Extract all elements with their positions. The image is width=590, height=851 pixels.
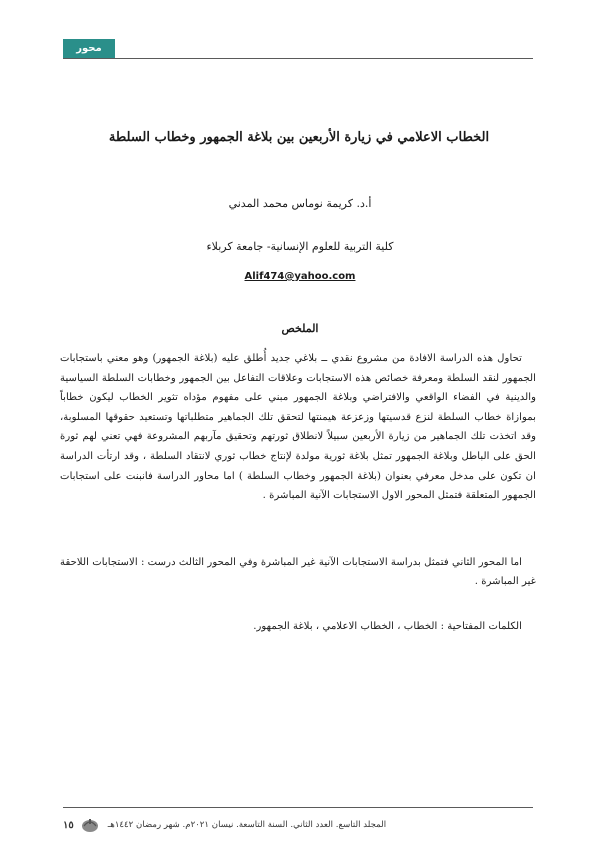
section-label: محور الإعلام [72,43,106,73]
abstract-body: تحاول هذه الدراسة الافادة من مشروع نقدي ــ بلاغي جديد أُطلق عليه (بلاغة الجمهور) وهو معني باستجابات الجمهور لنقد السلطة ومعرفة خصائص هذه الاستجابات وعلاقات التفاعل بين الجمهور وخطابات السلطة السياسية والدينية في الفضاء الواقعي والافتراضي وبلاغة الجمهور مبني على مفهوم مؤداه تثوير الخطاب ليكون خطاباً بموازاة خطاب السلطة لنزع قدسيتها وزعزعة هيمنتها لتحقق تلك الجماهير متطلباتها وتستعيد حقوقها المسلوبة، وقد اتخذت تلك الجماهير من زيارة الأربعين سبيلاً لانطلاق ثورتهم وتحقيق مآربهم المشروعة فهي تعني لهم ثورة الحق على الباطل وبلاغة الجمهور تمثل بلاغة ثورية مولدة لإنتاج خطاب ثوري لانتقاد السلطة ، وقد ارتأت الدراسة ان تكون على مدخل معرفي بعنوان (بلاغة الجمهور وخطاب السلطة ) اما محاور الدراسة فانبنت على استجابات الجمهور المتعلقة فتمثل المحور الاول الاستجابات الآنية المباشرة . [60,353,536,502]
page-footer [63,815,533,835]
journal-info: المجلد التاسع. العدد الثاني. السنة التاسعة. نيسان ٢٠٢١م. شهر رمضان ١٤٤٢هـ [107,820,387,830]
author-email[interactable]: Alif474@yahoo.com [244,271,356,282]
header-divider [63,58,533,59]
section-badge [63,39,115,73]
page-number: ١٥ [63,819,74,831]
abstract-axes-paragraph: اما المحور الثاني فتمثل بدراسة الاستجابات الآنية غير المباشرة وفي المحور الثالث درست : الاستجابات اللاحقة غير المباشرة . [60,557,536,587]
footer-divider [63,807,533,808]
author-affiliation: كلية التربية للعلوم الإنسانية- جامعة كربلاء [206,240,394,253]
author-name: أ.د. كريمة نوماس محمد المدني [228,197,372,210]
keywords: الكلمات المفتاحية : الخطاب ، الخطاب الاعلامي ، بلاغة الجمهور. [253,621,522,632]
article-title: الخطاب الاعلامي في زيارة الأربعين بين بلاغة الجمهور وخطاب السلطة [108,130,490,145]
abstract-heading: الملخص [281,322,319,335]
journal-emblem-icon [80,817,100,833]
